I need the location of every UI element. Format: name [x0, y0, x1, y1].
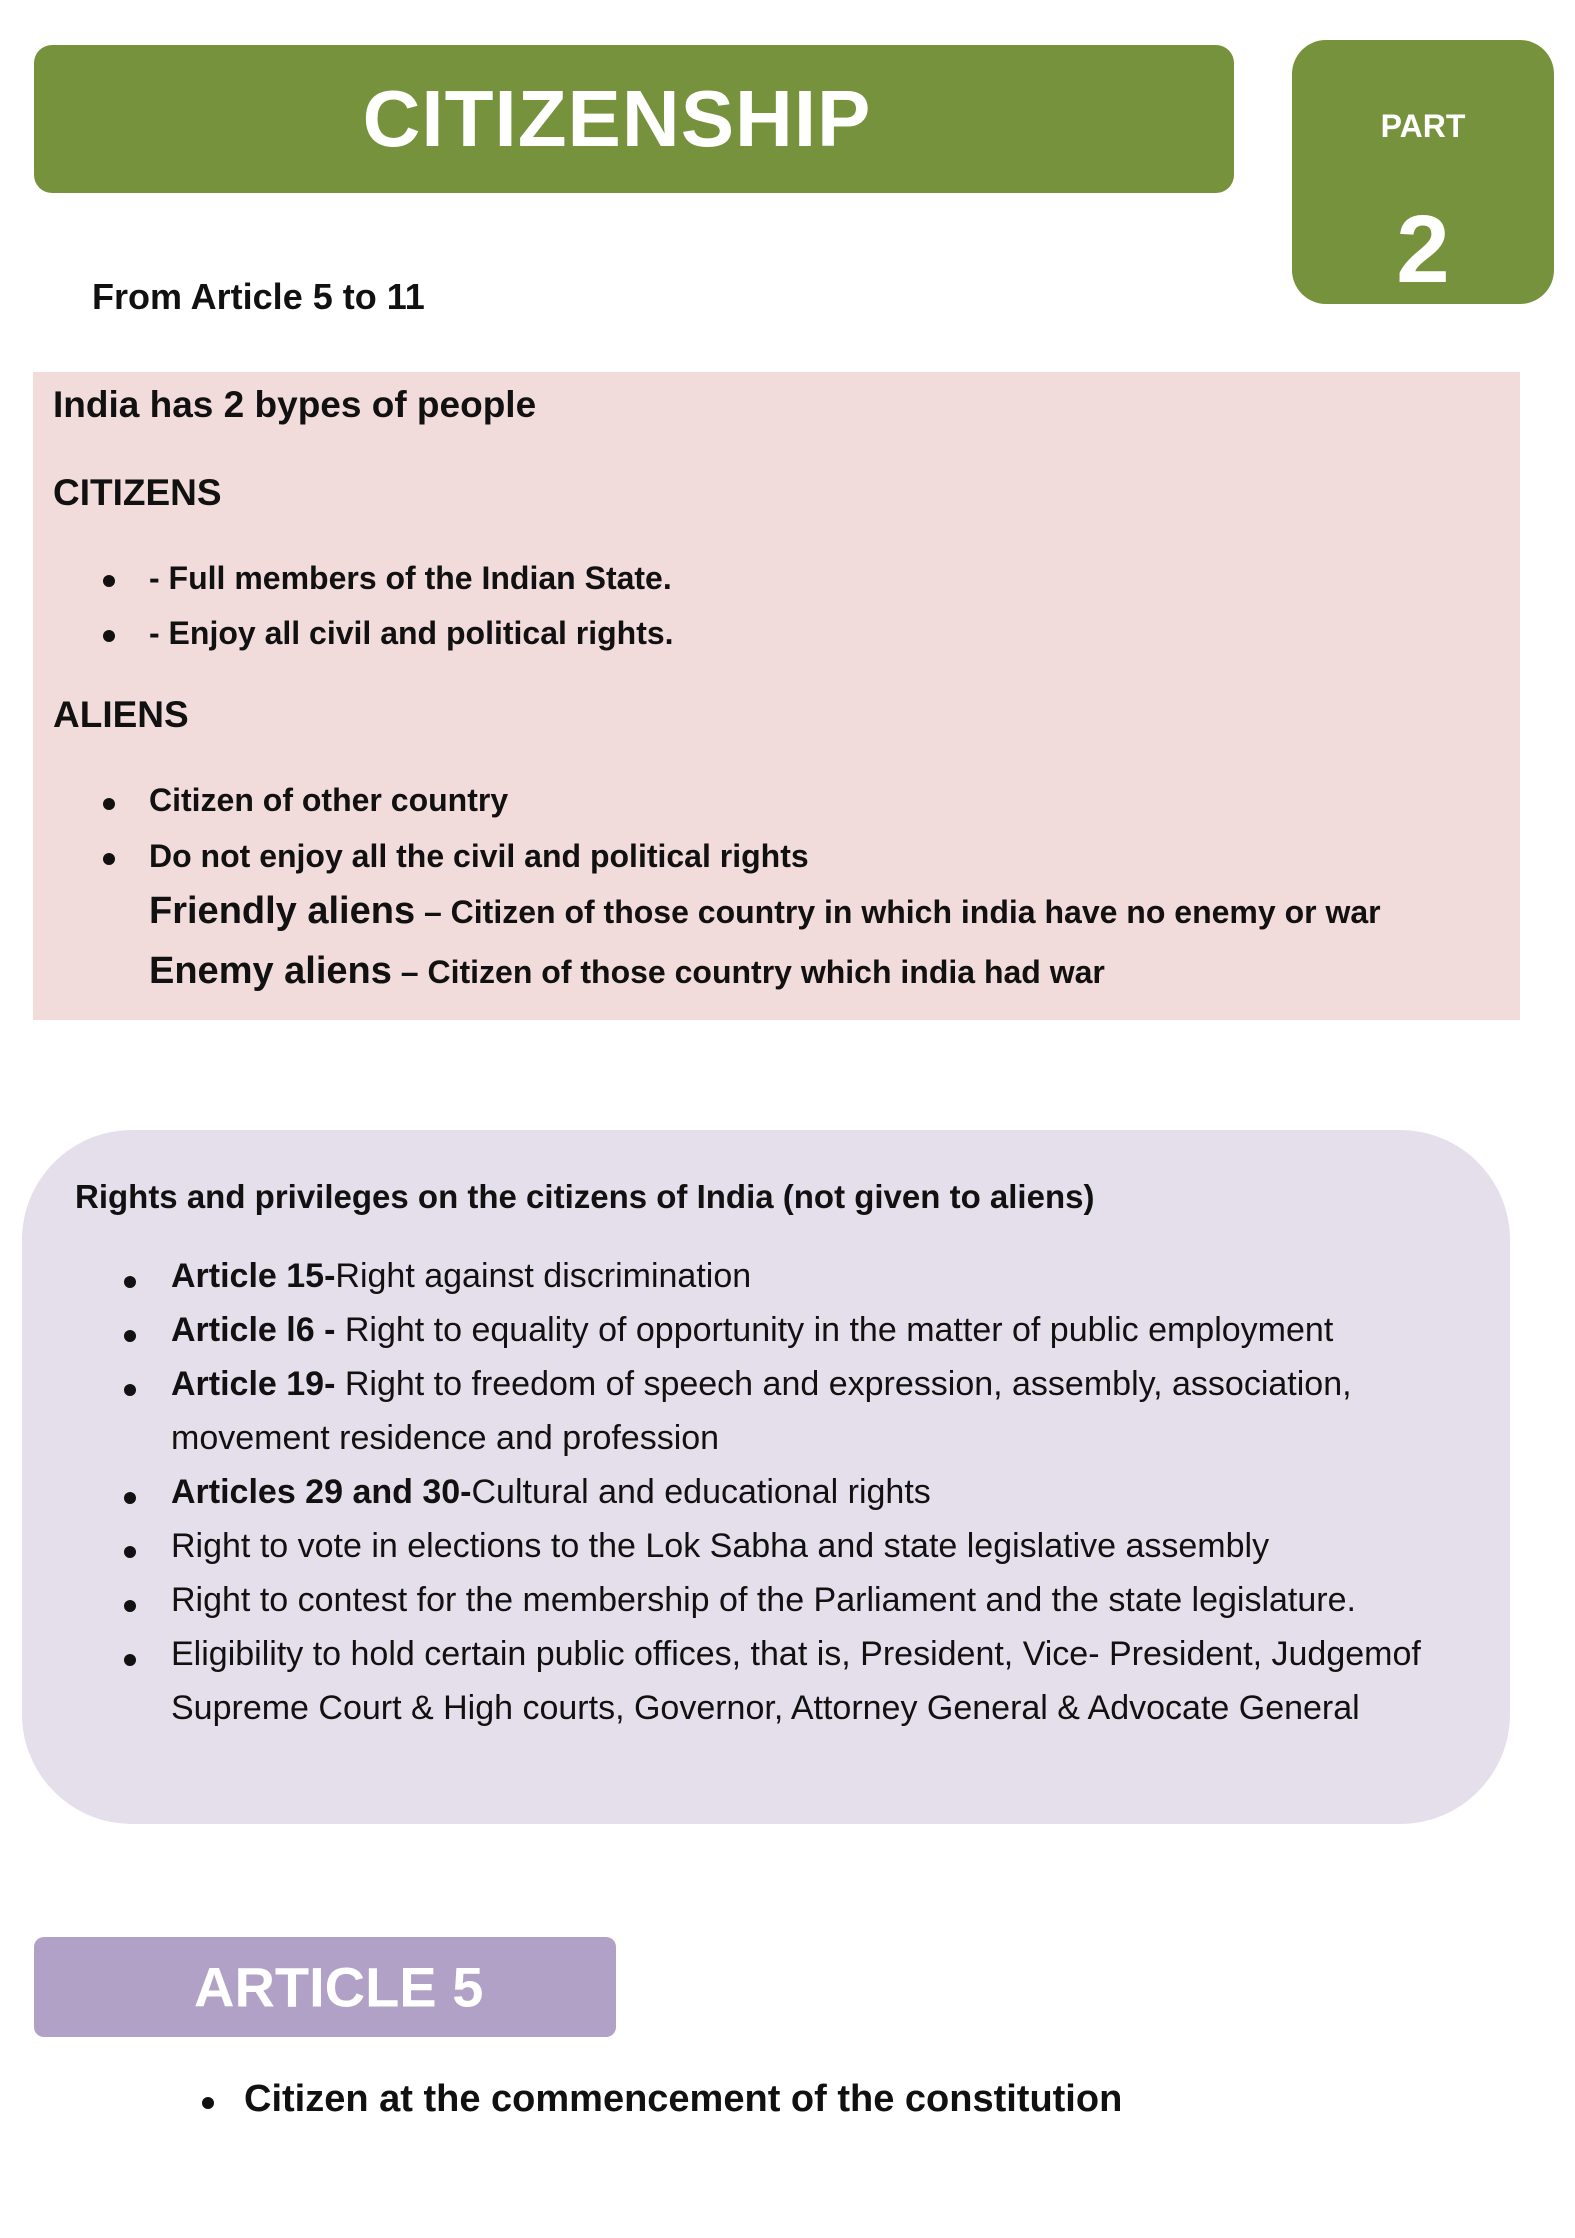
rights-item: Right to contest for the membership of the Parliament and the state legislature. [171, 1581, 1356, 1619]
enemy-aliens-line [149, 950, 1105, 993]
bullet-dot [124, 1546, 136, 1558]
bullet-dot [124, 1330, 136, 1342]
bullet-dot [124, 1492, 136, 1504]
friendly-aliens-term: Friendly aliens [149, 890, 416, 932]
friendly-aliens-line [149, 890, 1381, 933]
people-types-section [33, 372, 1520, 1020]
rights-item-bold: Article l6 - [171, 1311, 345, 1349]
enemy-aliens-desc: – Citizen of those country which india had war [391, 954, 1105, 990]
bullet-dot [103, 575, 115, 587]
subtitle: From Article 5 to 11 [92, 276, 425, 317]
rights-item-bold: Articles 29 and 30- [171, 1473, 472, 1511]
part-label: PART [1380, 108, 1466, 144]
title-banner [34, 45, 1234, 193]
rights-item-continuation: Supreme Court & High courts, Governor, Attorney General & Advocate General [171, 1689, 1360, 1727]
bullet-dot [103, 630, 115, 642]
bullet-dot [103, 798, 115, 810]
rights-item-continuation: movement residence and profession [171, 1419, 720, 1457]
article5-banner [34, 1937, 616, 2037]
part-badge [1292, 40, 1554, 304]
rights-item-text: Right to freedom of speech and expression, assembly, association, [344, 1365, 1352, 1403]
bullet-dot [124, 1384, 136, 1396]
bullet-dot [124, 1276, 136, 1288]
friendly-aliens-desc: – Citizen of those country in which india have no enemy or war [415, 894, 1381, 930]
page-title: CITIZENSHIP [362, 74, 872, 163]
rights-heading: Rights and privileges on the citizens of India (not given to aliens) [75, 1178, 1095, 1215]
rights-section [22, 1130, 1510, 1824]
rights-item [171, 1311, 1333, 1350]
rights-item: Right to vote in elections to the Lok Sabha and state legislative assembly [171, 1527, 1270, 1565]
aliens-bullet: Do not enjoy all the civil and political rights [149, 838, 809, 874]
aliens-bullet: Citizen of other country [149, 782, 509, 818]
rights-item: Eligibility to hold certain public offices, that is, President, Vice- President, Judgemof [171, 1635, 1421, 1673]
rights-item-text: Right against discrimination [335, 1257, 752, 1295]
citizens-bullet: - Full members of the Indian State. [149, 560, 672, 596]
citizens-bullet: - Enjoy all civil and political rights. [149, 615, 674, 651]
citizens-heading: CITIZENS [53, 472, 222, 513]
rights-item-bold: Article 15- [171, 1257, 336, 1295]
enemy-aliens-term: Enemy aliens [149, 950, 392, 992]
rights-item [171, 1365, 1352, 1404]
bullet-dot [124, 1654, 136, 1666]
people-types-heading: India has 2 bypes of people [53, 384, 537, 425]
article5-title: ARTICLE 5 [194, 1955, 484, 2019]
bullet-dot [103, 853, 115, 865]
article5-bullet: Citizen at the commencement of the constitution [244, 2078, 1123, 2120]
rights-item [171, 1473, 931, 1512]
part-number: 2 [1396, 196, 1450, 303]
rights-item [171, 1257, 751, 1296]
rights-item-text: Cultural and educational rights [471, 1473, 931, 1511]
aliens-heading: ALIENS [53, 694, 189, 735]
bullet-dot [202, 2097, 214, 2109]
rights-item-bold: Article 19- [171, 1365, 345, 1403]
rights-item-text: Right to equality of opportunity in the matter of public employment [344, 1311, 1334, 1349]
bullet-dot [124, 1600, 136, 1612]
